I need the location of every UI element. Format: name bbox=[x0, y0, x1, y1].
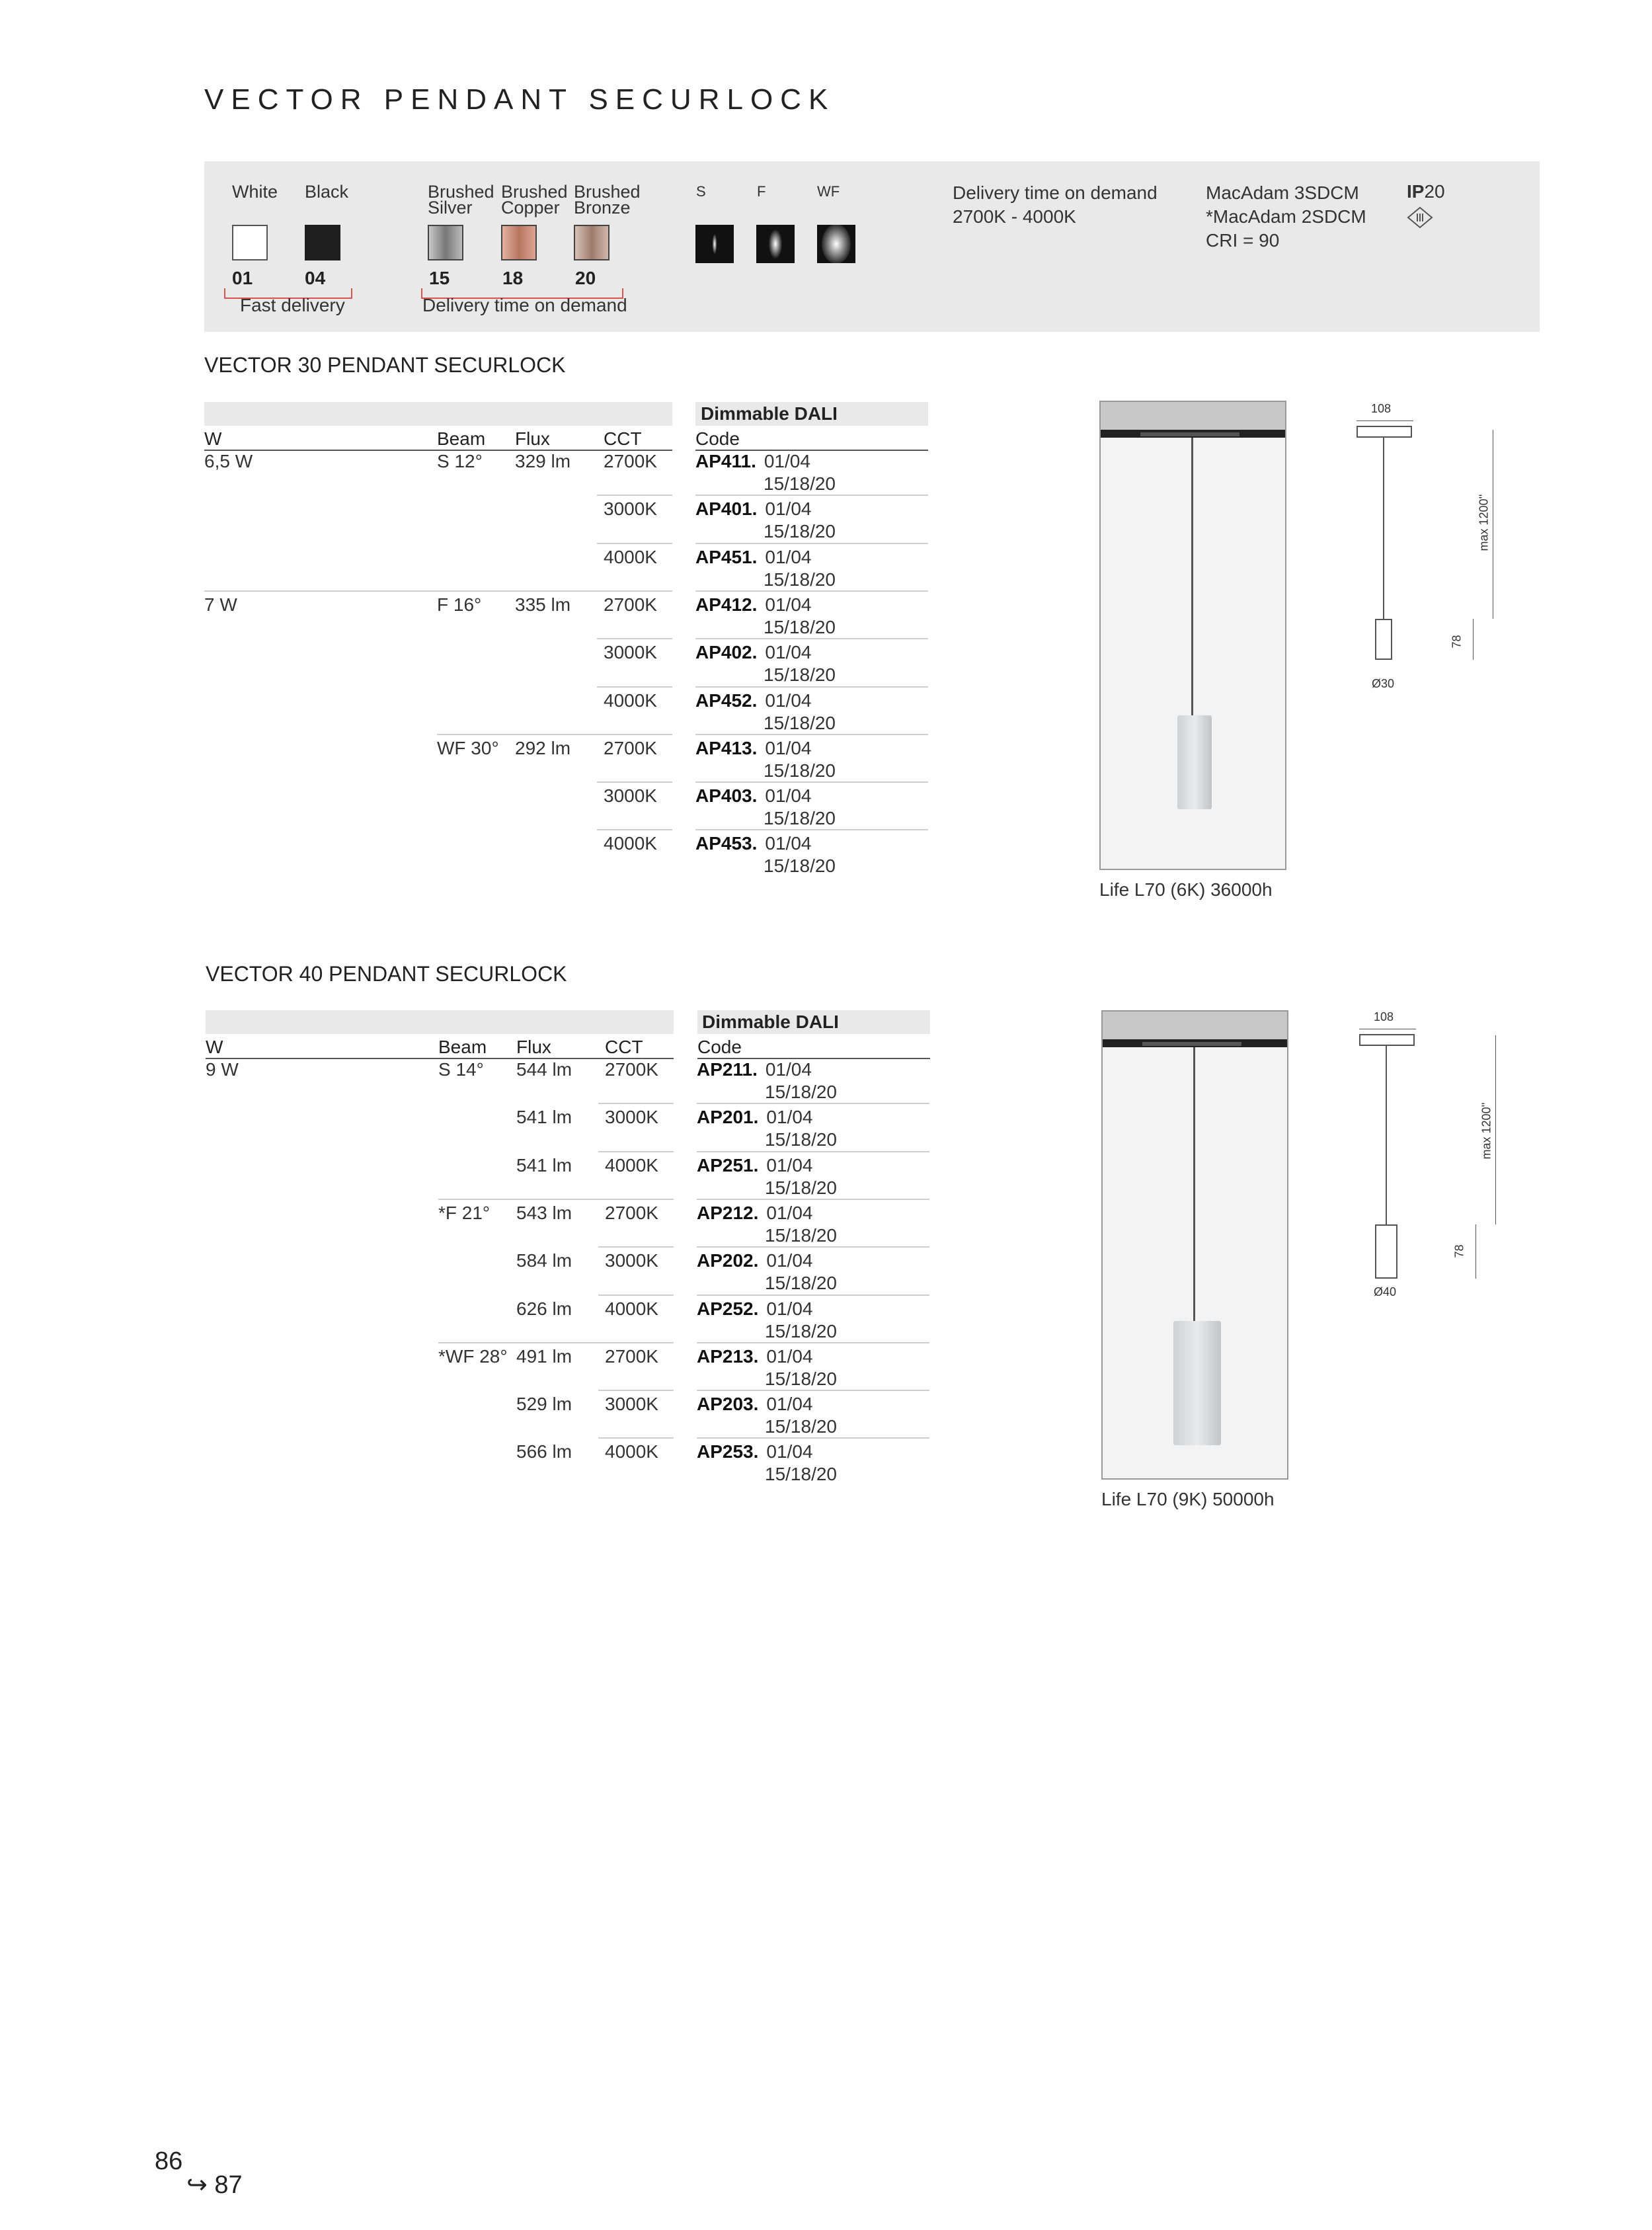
cell-beam: WF 30° bbox=[437, 737, 499, 758]
color-label-bronze-1: Brushed bbox=[574, 182, 641, 202]
code-row-separator bbox=[697, 1390, 929, 1391]
code-row-separator bbox=[695, 543, 928, 544]
variant-codes-2: 15/18/20 bbox=[765, 1416, 837, 1437]
v40-luminaire-body bbox=[1173, 1321, 1221, 1445]
cell-cct: 3000K bbox=[604, 642, 657, 663]
v40-hdr-code: Code bbox=[697, 1037, 742, 1057]
cell-code[interactable] bbox=[697, 1203, 812, 1224]
product-code: AP452. bbox=[695, 690, 758, 711]
v30-dim-max: max 1200'' bbox=[1477, 494, 1491, 551]
code-row-separator bbox=[697, 1342, 929, 1343]
cell-cct: 2700K bbox=[605, 1059, 658, 1080]
row-separator bbox=[437, 734, 672, 735]
cell-code[interactable] bbox=[695, 451, 810, 472]
row-separator bbox=[598, 1103, 674, 1104]
v30-life-caption: Life L70 (6K) 36000h bbox=[1099, 879, 1273, 900]
row-separator bbox=[597, 781, 672, 783]
beam-label-f: F bbox=[757, 183, 766, 200]
swatch-brushed-silver[interactable] bbox=[428, 225, 463, 260]
v30-cable bbox=[1191, 438, 1193, 718]
row-separator bbox=[598, 1390, 674, 1391]
color-code-01: 01 bbox=[232, 268, 253, 288]
cell-flux: 329 lm bbox=[515, 451, 571, 471]
variant-codes-2: 15/18/20 bbox=[765, 1224, 837, 1246]
v40-hdr-flux: Flux bbox=[516, 1037, 551, 1057]
variant-codes: 01/04 bbox=[765, 737, 812, 758]
v30-track-rail bbox=[1101, 402, 1285, 430]
color-label-black: Black bbox=[305, 182, 349, 202]
v40-dim-diameter: Ø40 bbox=[1374, 1285, 1397, 1298]
code-row-separator bbox=[695, 686, 928, 688]
v30-dim-adapter bbox=[1357, 426, 1412, 438]
variant-codes-2: 15/18/20 bbox=[764, 473, 836, 494]
cell-flux: 335 lm bbox=[515, 594, 571, 615]
cct-note-2: 2700K - 4000K bbox=[953, 206, 1076, 227]
page-number: 86 bbox=[155, 2147, 183, 2175]
class-iii-icon bbox=[1407, 206, 1433, 232]
cct-note-1: Delivery time on demand bbox=[953, 182, 1158, 203]
variant-codes-2: 15/18/20 bbox=[764, 569, 836, 590]
color-code-18: 18 bbox=[502, 268, 524, 288]
page-title: VECTOR PENDANT SECURLOCK bbox=[204, 83, 836, 116]
cell-cct: 2700K bbox=[605, 1202, 658, 1223]
cell-code[interactable] bbox=[695, 642, 811, 663]
macadam-1: MacAdam 3SDCM bbox=[1206, 182, 1359, 203]
cell-cct: 3000K bbox=[605, 1107, 658, 1128]
cell-code[interactable] bbox=[697, 1298, 812, 1320]
macadam-2: *MacAdam 2SDCM bbox=[1206, 206, 1366, 227]
cell-beam: S 14° bbox=[438, 1059, 484, 1080]
code-row-separator bbox=[697, 1151, 929, 1152]
cell-flux: 541 lm bbox=[516, 1107, 572, 1128]
row-separator bbox=[598, 1246, 674, 1248]
cell-code[interactable] bbox=[697, 1250, 812, 1271]
cell-beam: S 12° bbox=[437, 451, 483, 471]
beam-label-wf: WF bbox=[817, 183, 840, 200]
variant-codes-2: 15/18/20 bbox=[764, 521, 836, 542]
row-separator bbox=[597, 495, 672, 496]
v40-dim-width: 108 bbox=[1374, 1010, 1394, 1023]
cell-cct: 2700K bbox=[604, 594, 657, 615]
cell-code[interactable] bbox=[695, 785, 811, 807]
swatch-white[interactable] bbox=[232, 225, 268, 260]
product-code: AP211. bbox=[697, 1059, 758, 1080]
cell-code[interactable] bbox=[695, 594, 811, 616]
row-separator bbox=[598, 1294, 674, 1296]
cell-flux: 541 lm bbox=[516, 1154, 572, 1175]
v40-life-caption: Life L70 (9K) 50000h bbox=[1101, 1489, 1275, 1509]
product-code: AP402. bbox=[695, 642, 758, 663]
v40-hdr-w: W bbox=[206, 1037, 223, 1057]
v40-dim-max-line bbox=[1495, 1035, 1496, 1224]
v30-hdr-code: Code bbox=[695, 428, 740, 449]
variant-codes-2: 15/18/20 bbox=[764, 712, 836, 733]
v30-adapter bbox=[1140, 432, 1239, 436]
cell-w: 6,5 W bbox=[204, 451, 253, 471]
cell-code[interactable] bbox=[695, 498, 811, 520]
v30-table-header-bg bbox=[204, 402, 672, 426]
product-code: AP251. bbox=[697, 1154, 759, 1175]
ip-rating: IP20 bbox=[1407, 181, 1445, 202]
variant-codes-2: 15/18/20 bbox=[765, 1368, 837, 1389]
variant-codes: 01/04 bbox=[766, 1441, 813, 1462]
cell-flux: 529 lm bbox=[516, 1394, 572, 1415]
row-separator bbox=[204, 590, 672, 592]
v30-dim-width-line bbox=[1357, 420, 1413, 421]
v40-hdr-beam: Beam bbox=[438, 1037, 487, 1057]
cell-cct: 2700K bbox=[605, 1345, 658, 1367]
cell-beam: *F 21° bbox=[438, 1202, 491, 1223]
cell-code[interactable] bbox=[697, 1059, 812, 1080]
variant-codes-2: 15/18/20 bbox=[765, 1177, 837, 1198]
variant-codes-2: 15/18/20 bbox=[764, 760, 836, 781]
variant-codes-2: 15/18/20 bbox=[764, 664, 836, 686]
variant-codes-2: 15/18/20 bbox=[764, 856, 836, 877]
cell-flux: 543 lm bbox=[516, 1202, 572, 1223]
product-code: AP412. bbox=[695, 594, 758, 615]
variant-codes: 01/04 bbox=[766, 1154, 813, 1175]
code-row-separator bbox=[697, 1103, 929, 1104]
product-code: AP212. bbox=[697, 1202, 759, 1223]
cell-cct: 2700K bbox=[604, 737, 657, 758]
cell-cct: 4000K bbox=[604, 546, 657, 567]
v40-section-title: VECTOR 40 PENDANT SECURLOCK bbox=[206, 962, 567, 986]
beam-f-icon bbox=[756, 225, 795, 263]
product-code: AP202. bbox=[697, 1250, 759, 1271]
v30-section-title: VECTOR 30 PENDANT SECURLOCK bbox=[204, 353, 566, 377]
v40-dim-adapter bbox=[1359, 1034, 1415, 1046]
cell-code[interactable] bbox=[697, 1155, 812, 1176]
next-page-number: 87 bbox=[214, 2171, 243, 2199]
variant-codes: 01/04 bbox=[765, 498, 812, 520]
row-separator bbox=[597, 638, 672, 639]
color-code-04: 04 bbox=[305, 268, 326, 288]
variant-codes: 01/04 bbox=[765, 785, 812, 807]
variant-codes: 01/04 bbox=[765, 833, 812, 854]
v30-hdr-flux: Flux bbox=[515, 428, 550, 449]
cell-code[interactable] bbox=[695, 547, 811, 568]
code-row-separator bbox=[697, 1246, 929, 1248]
variant-codes-2: 15/18/20 bbox=[765, 1320, 837, 1341]
cell-code[interactable] bbox=[695, 738, 811, 759]
code-row-separator bbox=[697, 1437, 929, 1439]
product-code: AP252. bbox=[697, 1298, 759, 1319]
cell-cct: 4000K bbox=[605, 1441, 658, 1462]
cell-cct: 4000K bbox=[604, 833, 657, 854]
cri-note: CRI = 90 bbox=[1206, 230, 1280, 251]
v40-dim-cable bbox=[1386, 1046, 1387, 1224]
v40-cable bbox=[1193, 1047, 1195, 1324]
beam-s-icon bbox=[695, 225, 734, 263]
v40-table-header-bg bbox=[206, 1010, 674, 1034]
row-separator bbox=[438, 1342, 674, 1343]
cell-flux: 491 lm bbox=[516, 1345, 572, 1367]
swatch-black[interactable] bbox=[305, 225, 340, 260]
color-code-15: 15 bbox=[429, 268, 450, 288]
color-label-silver-1: Brushed bbox=[428, 182, 494, 202]
swatch-brushed-copper[interactable] bbox=[501, 225, 537, 260]
code-row-separator bbox=[697, 1294, 929, 1296]
variant-codes: 01/04 bbox=[766, 1250, 813, 1271]
product-code: AP411. bbox=[695, 451, 756, 471]
v30-luminaire-body bbox=[1177, 715, 1212, 809]
cell-w: 7 W bbox=[204, 594, 237, 615]
code-row-separator bbox=[695, 829, 928, 830]
variant-codes: 01/04 bbox=[765, 642, 812, 663]
cell-w: 9 W bbox=[206, 1059, 239, 1080]
cell-code[interactable] bbox=[697, 1346, 812, 1367]
row-separator bbox=[598, 1151, 674, 1152]
v30-dali-label: Dimmable DALI bbox=[701, 403, 838, 424]
v40-product-image bbox=[1101, 1010, 1288, 1480]
v40-dim-height-line bbox=[1475, 1224, 1476, 1279]
cell-flux: 292 lm bbox=[515, 737, 571, 758]
v40-track-rail bbox=[1103, 1012, 1287, 1039]
cell-code[interactable] bbox=[695, 690, 811, 711]
variant-codes: 01/04 bbox=[766, 1107, 813, 1128]
variant-codes: 01/04 bbox=[766, 1202, 813, 1223]
variant-codes: 01/04 bbox=[765, 546, 812, 567]
beam-label-s: S bbox=[696, 183, 706, 200]
demand-delivery-label: Delivery time on demand bbox=[422, 295, 627, 315]
color-code-20: 20 bbox=[575, 268, 596, 288]
next-page-link[interactable] bbox=[186, 2170, 243, 2200]
cell-code[interactable] bbox=[695, 833, 811, 854]
code-row-separator bbox=[695, 495, 928, 496]
v40-dim-body bbox=[1375, 1224, 1397, 1279]
v30-dim-diameter: Ø30 bbox=[1372, 677, 1395, 690]
product-code: AP413. bbox=[695, 737, 758, 758]
code-row-separator bbox=[695, 734, 928, 735]
variant-codes: 01/04 bbox=[764, 451, 810, 471]
product-code: AP253. bbox=[697, 1441, 759, 1462]
color-label-bronze-2: Bronze bbox=[574, 198, 631, 218]
cell-code[interactable] bbox=[697, 1441, 812, 1462]
cell-code[interactable] bbox=[697, 1394, 812, 1415]
variant-codes: 01/04 bbox=[766, 1345, 813, 1367]
v30-dim-height-line bbox=[1473, 619, 1474, 660]
cell-code[interactable] bbox=[697, 1107, 812, 1128]
code-row-separator bbox=[695, 638, 928, 639]
variant-codes: 01/04 bbox=[766, 1394, 813, 1415]
v40-hdr-cct: CCT bbox=[605, 1037, 643, 1057]
code-row-separator bbox=[697, 1199, 929, 1200]
product-code: AP453. bbox=[695, 833, 758, 854]
cell-flux: 566 lm bbox=[516, 1441, 572, 1462]
variant-codes-2: 15/18/20 bbox=[764, 808, 836, 829]
cell-cct: 3000K bbox=[605, 1250, 658, 1271]
cell-beam: F 16° bbox=[437, 594, 482, 615]
product-code: AP451. bbox=[695, 546, 758, 567]
v30-dim-body bbox=[1375, 619, 1392, 660]
variant-codes: 01/04 bbox=[765, 1059, 812, 1080]
cell-cct: 4000K bbox=[605, 1154, 658, 1175]
product-code: AP201. bbox=[697, 1107, 759, 1128]
variant-codes-2: 15/18/20 bbox=[765, 1082, 837, 1102]
v40-dim-height: 78 bbox=[1452, 1244, 1466, 1258]
cell-cct: 3000K bbox=[604, 498, 657, 520]
row-separator bbox=[597, 543, 672, 544]
code-row-separator bbox=[695, 590, 928, 592]
variant-codes-2: 15/18/20 bbox=[765, 1273, 837, 1294]
product-code: AP403. bbox=[695, 785, 758, 807]
row-separator bbox=[597, 686, 672, 688]
arrow-icon: ↪ bbox=[186, 2171, 208, 2199]
variant-codes-2: 15/18/20 bbox=[764, 616, 836, 637]
v30-hdr-w: W bbox=[204, 428, 222, 449]
beam-wf-icon bbox=[817, 225, 855, 263]
code-row-separator bbox=[695, 781, 928, 783]
color-label-copper-1: Brushed bbox=[501, 182, 568, 202]
variant-codes: 01/04 bbox=[765, 690, 812, 711]
cell-flux: 626 lm bbox=[516, 1298, 572, 1319]
variant-codes: 01/04 bbox=[766, 1298, 813, 1319]
cell-beam: *WF 28° bbox=[438, 1345, 508, 1367]
cell-cct: 4000K bbox=[604, 690, 657, 711]
v30-product-image bbox=[1099, 401, 1286, 870]
row-separator bbox=[597, 829, 672, 830]
cell-cct: 3000K bbox=[605, 1394, 658, 1415]
fast-delivery-label: Fast delivery bbox=[240, 295, 345, 315]
variant-codes-2: 15/18/20 bbox=[765, 1464, 837, 1485]
row-separator bbox=[598, 1437, 674, 1439]
v30-hdr-beam: Beam bbox=[437, 428, 486, 449]
variant-codes: 01/04 bbox=[765, 594, 812, 615]
cell-flux: 544 lm bbox=[516, 1059, 572, 1080]
product-code: AP213. bbox=[697, 1345, 759, 1367]
color-label-copper-2: Copper bbox=[501, 198, 560, 218]
v30-dim-height: 78 bbox=[1450, 635, 1464, 649]
product-code: AP401. bbox=[695, 498, 758, 520]
swatch-brushed-bronze[interactable] bbox=[574, 225, 610, 260]
cell-cct: 3000K bbox=[604, 785, 657, 807]
v40-dali-label: Dimmable DALI bbox=[702, 1012, 839, 1032]
product-code: AP203. bbox=[697, 1394, 759, 1415]
variant-codes-2: 15/18/20 bbox=[765, 1129, 837, 1150]
cell-flux: 584 lm bbox=[516, 1250, 572, 1271]
row-separator bbox=[438, 1199, 674, 1200]
v30-dim-width: 108 bbox=[1371, 402, 1392, 415]
v30-hdr-cct: CCT bbox=[604, 428, 642, 449]
v40-adapter bbox=[1142, 1042, 1241, 1046]
v40-dim-max: max 1200'' bbox=[1479, 1102, 1493, 1160]
v30-dim-cable bbox=[1383, 438, 1384, 620]
cell-cct: 2700K bbox=[604, 451, 657, 471]
cell-cct: 4000K bbox=[605, 1298, 658, 1319]
color-label-silver-2: Silver bbox=[428, 198, 473, 218]
color-label-white: White bbox=[232, 182, 278, 202]
